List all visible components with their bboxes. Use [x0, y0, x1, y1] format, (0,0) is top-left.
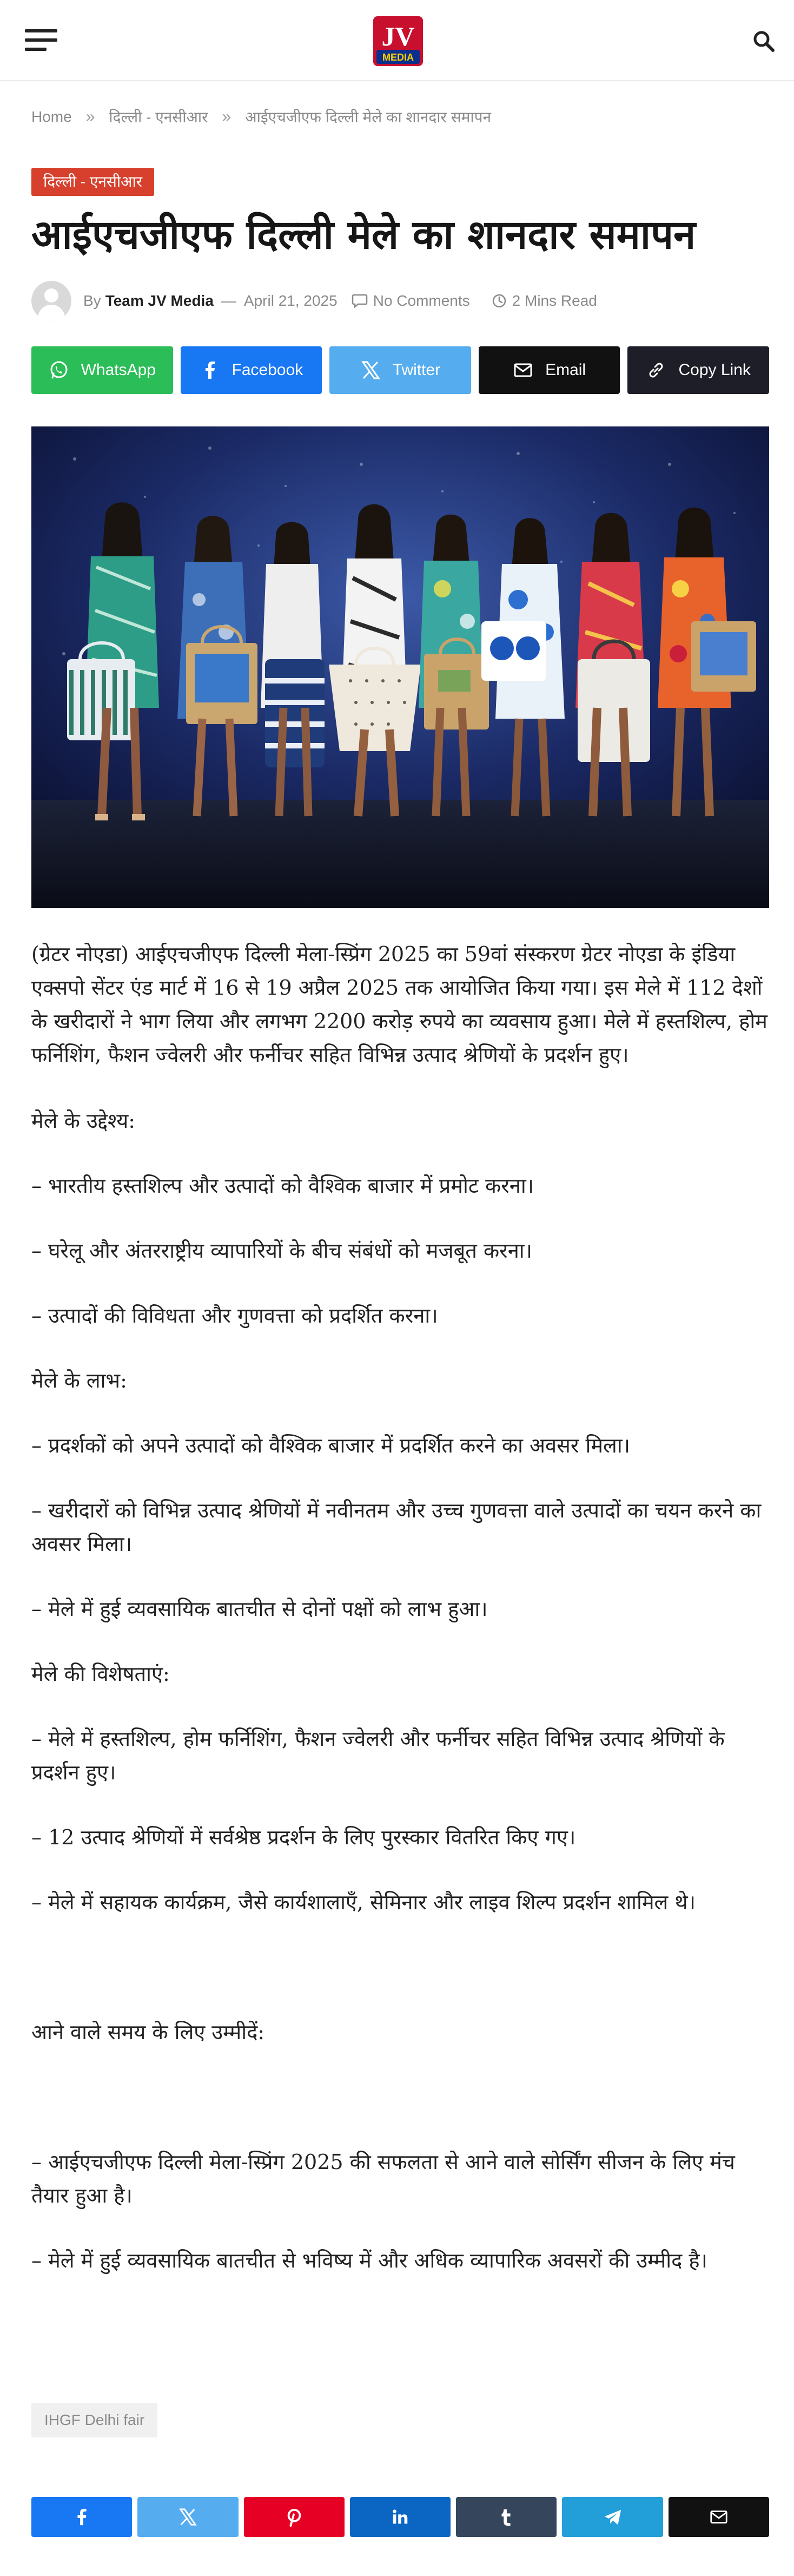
bottom-share-email-button[interactable]	[669, 2497, 769, 2537]
comment-icon	[352, 293, 368, 308]
section-heading-expectations: आने वाले समय के लिए उम्मीदें:	[31, 2020, 265, 2044]
clock-icon	[492, 293, 507, 308]
article-paragraph: – मेले में हस्तशिल्प, होम फर्निशिंग, फैशन ज्वेलरी और फर्नीचर सहित विभिन्न उत्पाद श्रेणियों के प्रदर्शन हुए।	[31, 1727, 725, 1784]
menu-icon[interactable]	[25, 29, 57, 53]
meta-separator: —	[221, 292, 236, 309]
fashion-show-photo	[31, 426, 769, 908]
link-icon	[646, 360, 666, 380]
copy-link-button[interactable]	[627, 346, 769, 394]
post-tag[interactable]: IHGF Delhi fair	[31, 2403, 157, 2437]
envelope-icon	[513, 360, 533, 380]
comments-link[interactable]	[352, 292, 470, 310]
featured-image	[31, 426, 769, 908]
post-date: April 21, 2025	[243, 292, 338, 309]
pinterest-icon	[284, 2507, 304, 2527]
section-heading-benefits: मेले के लाभ:	[31, 1369, 127, 1392]
bottom-share-tumblr-button[interactable]	[456, 2497, 557, 2537]
article-paragraph: – खरीदारों को विभिन्न उत्पाद श्रेणियों में नवीनतम और उच्च गुणवत्ता वाले उत्पादों का चयन करने का अवसर मिला।	[31, 1499, 762, 1556]
site-logo[interactable]	[372, 15, 424, 67]
share-email-label: Email	[545, 361, 586, 379]
logo-subtext: MEDIA	[382, 52, 414, 63]
breadcrumb	[31, 106, 491, 128]
bottom-share-telegram-button[interactable]	[562, 2497, 663, 2537]
bottom-share-twitter-button[interactable]	[137, 2497, 238, 2537]
article-paragraph: – 12 उत्पाद श्रेणियों में सर्वश्रेष्ठ प्रदर्शन के लिए पुरस्कार वितरित किए गए।	[31, 1825, 576, 1849]
copy-link-label: Copy Link	[678, 361, 751, 379]
share-twitter-label: Twitter	[392, 361, 441, 379]
x-twitter-icon	[178, 2507, 197, 2527]
bottom-share-bar	[31, 2497, 769, 2537]
article-paragraph: – मेले में हुई व्यवसायिक बातचीत से भविष्य में और अधिक व्यापारिक अवसरों की उम्मीद है।	[31, 2249, 707, 2272]
share-facebook-label: Facebook	[231, 361, 303, 379]
breadcrumb-separator: »	[222, 108, 231, 126]
article-paragraph: – आईएचजीएफ दिल्ली मेला-स्प्रिंग 2025 की सफलता से आने वाले सोर्सिंग सीजन के लिए मंच तैयार हुआ है।	[31, 2150, 735, 2207]
breadcrumb-separator: »	[85, 108, 95, 126]
bottom-share-linkedin-button[interactable]	[350, 2497, 451, 2537]
share-facebook-button[interactable]	[181, 346, 322, 394]
breadcrumb-home[interactable]: Home	[31, 108, 72, 125]
logo-text: JV	[381, 21, 415, 51]
section-heading-objectives: मेले के उद्देश्य:	[31, 1109, 136, 1133]
read-time	[492, 292, 597, 310]
share-whatsapp-button[interactable]	[31, 346, 173, 394]
bottom-share-pinterest-button[interactable]	[244, 2497, 345, 2537]
share-twitter-button[interactable]	[329, 346, 471, 394]
article-paragraph: – मेले में हुई व्यवसायिक बातचीत से दोनों पक्षों को लाभ हुआ।	[31, 1597, 488, 1621]
whatsapp-icon	[49, 360, 69, 380]
post-meta	[31, 279, 597, 323]
section-heading-features: मेले की विशेषताएं:	[31, 1662, 170, 1686]
article-paragraph: – भारतीय हस्तशिल्प और उत्पादों को वैश्विक बाजार में प्रमोट करना।	[31, 1174, 534, 1198]
search-icon[interactable]	[753, 30, 775, 52]
x-twitter-icon	[360, 360, 381, 380]
breadcrumb-category[interactable]: दिल्ली - एनसीआर	[109, 109, 208, 126]
share-email-button[interactable]	[479, 346, 620, 394]
site-header	[0, 0, 794, 81]
avatar[interactable]	[31, 281, 71, 321]
page-title: आईएचजीएफ दिल्ली मेले का शानदार समापन	[31, 212, 696, 258]
telegram-icon	[603, 2507, 623, 2527]
by-label: By	[83, 292, 101, 309]
article-paragraph: – प्रदर्शकों को अपने उत्पादों को वैश्विक बाजार में प्रदर्शित करने का अवसर मिला।	[31, 1434, 631, 1457]
envelope-icon	[709, 2507, 729, 2527]
bottom-share-facebook-button[interactable]	[31, 2497, 132, 2537]
category-badge[interactable]: दिल्ली - एनसीआर	[31, 168, 154, 196]
read-time-label: 2 Mins Read	[512, 292, 597, 309]
article-paragraph: – उत्पादों की विविधता और गुणवत्ता को प्रदर्शित करना।	[31, 1304, 438, 1328]
share-bar	[31, 346, 769, 394]
article-paragraph: – मेले में सहायक कार्यक्रम, जैसे कार्यशालाएँ, सेमिनार और लाइव शिल्प प्रदर्शन शामिल थे।	[31, 1890, 696, 1914]
linkedin-icon	[391, 2507, 410, 2527]
article-paragraph: – घरेलू और अंतरराष्ट्रीय व्यापारियों के बीच संबंधों को मजबूत करना।	[31, 1239, 533, 1263]
breadcrumb-current: आईएचजीएफ दिल्ली मेले का शानदार समापन	[245, 109, 492, 126]
article-paragraph: (ग्रेटर नोएडा) आईएचजीएफ दिल्ली मेला-स्प्रिंग 2025 का 59वां संस्करण ग्रेटर नोएडा के इंडिया एक्सपो सेंटर एंड मार्ट में 16 से 19 अप्रैल 2025 तक आयोजित किया गया। इस मेले में 112 देशों के खरीदारों ने भाग लिया और लगभग 2200 करोड़ रुपये का व्यवसाय हुआ। मेले में हस्तशिल्प, होम फर्निशिंग, फैशन ज्वेलरी और फर्नीचर सहित विभिन्न उत्पाद श्रेणियों के प्रदर्शन हुए।	[31, 942, 767, 1067]
comments-count: No Comments	[373, 292, 470, 309]
facebook-icon	[200, 360, 220, 380]
author-link[interactable]: Team JV Media	[105, 292, 214, 309]
share-whatsapp-label: WhatsApp	[81, 361, 156, 379]
article-body	[31, 937, 770, 2277]
facebook-icon	[72, 2507, 91, 2527]
tumblr-icon	[497, 2507, 516, 2527]
